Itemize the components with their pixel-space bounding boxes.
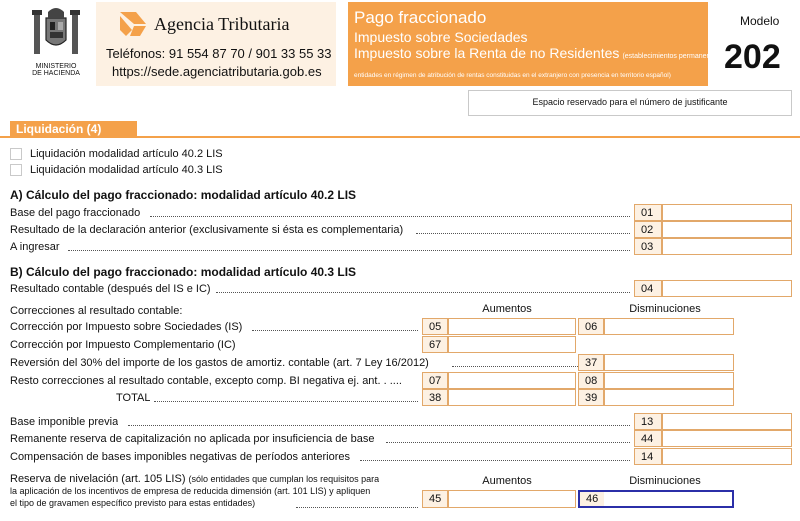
modelo-box: [716, 2, 798, 86]
row-05-leader: [252, 320, 418, 331]
box-05-number: 05: [422, 318, 448, 335]
aumentos-header: Aumentos: [482, 303, 532, 315]
part-b-title: B) Cálculo del pago fraccionado: modalidad artículo 40.3 LIS: [10, 265, 357, 279]
reserva-title: Reserva de nivelación (art. 105 LIS): [10, 473, 186, 485]
row-03-label: A ingresar: [10, 241, 60, 253]
agency-panel: [96, 2, 336, 86]
row-13-label: Base imponible previa: [10, 416, 119, 428]
reserva-note-3: el tipo de gravamen específico previsto para estas entidades): [10, 498, 256, 508]
box-08-input[interactable]: [604, 372, 734, 389]
total-leader: [154, 391, 418, 402]
box-06-input[interactable]: [604, 318, 734, 335]
row-07-label: Resto correcciones al resultado contable, excepto comp. BI negativa ej. ant. . ....: [10, 375, 402, 387]
form-subtitle-1: Impuesto sobre Sociedades: [354, 29, 528, 45]
total-label: TOTAL: [116, 392, 151, 404]
row-13-leader: [128, 415, 630, 426]
modelo-label: Modelo: [740, 14, 780, 28]
agency-phones: Teléfonos: 91 554 87 70 / 901 33 55 33: [106, 46, 332, 61]
section-rule: [0, 136, 800, 138]
coat-of-arms-icon: [20, 4, 92, 60]
box-06-number: 06: [578, 318, 604, 335]
section-tab: [10, 121, 137, 137]
reserva-note-1: (sólo entidades que cumplan los requisitos para: [188, 474, 380, 484]
box-02-input[interactable]: [662, 221, 792, 238]
ministry-line2: DE HACIENDA: [32, 70, 80, 77]
row-67-label: Corrección por Impuesto Complementario (IC): [10, 339, 236, 351]
box-04-number: 04: [634, 280, 662, 297]
disminuciones-header-2: Disminuciones: [629, 475, 701, 487]
agency-name: Agencia Tributaria: [154, 14, 290, 34]
row-02-label: Resultado de la declaración anterior (exclusivamente si ésta es complementaria): [10, 224, 404, 236]
form-subtitle-2: Impuesto sobre la Renta de no Residentes: [354, 45, 620, 61]
box-46-number: 46: [578, 490, 604, 508]
form-note-b: entidades en régimen de atribución de rentas constituidas en el extranjero con presencia en territorio español): [354, 72, 671, 79]
box-03-input[interactable]: [662, 238, 792, 255]
justificante-label: Espacio reservado para el número de justificante: [532, 97, 728, 107]
form-title-panel: [348, 2, 726, 86]
box-45-input[interactable]: [448, 490, 576, 508]
option-403-checkbox[interactable]: [10, 164, 22, 176]
row-04-leader: [216, 282, 630, 293]
option-402-label: Liquidación modalidad artículo 40.2 LIS: [30, 148, 223, 160]
box-07-number: 07: [422, 372, 448, 389]
box-04-input[interactable]: [662, 280, 792, 297]
box-03-number: 03: [634, 238, 662, 255]
ministry-logo: [20, 4, 92, 84]
row-05-label: Corrección por Impuesto sobre Sociedades (IS): [10, 321, 243, 333]
ministry-line1: MINISTERIO: [35, 63, 77, 70]
row-44-label: Remanente reserva de capitalización no aplicada por insuficiencia de base: [10, 433, 375, 445]
box-44-input[interactable]: [662, 430, 792, 447]
form-subtitle-2-row: [354, 45, 725, 61]
part-a-title: A) Cálculo del pago fraccionado: modalidad artículo 40.2 LIS: [10, 188, 357, 202]
agency-website[interactable]: https://sede.agenciatributaria.gob.es: [112, 64, 322, 79]
box-13-input[interactable]: [662, 413, 792, 430]
box-07-input[interactable]: [448, 372, 576, 389]
box-38-input[interactable]: [448, 389, 576, 406]
box-67-number: 67: [422, 336, 448, 353]
form-note-a: (establecimientos permanentes y: [622, 53, 726, 60]
row-37-label: Reversión del 30% del importe de los gastos de amortiz. contable (art. 7 Ley 16/2012): [10, 357, 429, 369]
reserva-leader: [296, 497, 418, 508]
box-37-input[interactable]: [604, 354, 734, 371]
box-39-number: 39: [578, 389, 604, 406]
disminuciones-header: Disminuciones: [629, 303, 701, 315]
box-14-number: 14: [634, 448, 662, 465]
box-01-input[interactable]: [662, 204, 792, 221]
box-67-input[interactable]: [448, 336, 576, 353]
row-37-leader: [452, 356, 578, 367]
row-14-label: Compensación de bases imponibles negativas de períodos anteriores: [10, 451, 350, 463]
box-14-input[interactable]: [662, 448, 792, 465]
box-46-input[interactable]: [604, 490, 734, 508]
modelo-number: 202: [724, 38, 781, 76]
box-39-input[interactable]: [604, 389, 734, 406]
row-44-leader: [386, 432, 630, 443]
box-13-number: 13: [634, 413, 662, 430]
row-03-leader: [68, 240, 630, 251]
justificante-box: [468, 90, 792, 116]
row-01-label: Base del pago fraccionado: [10, 207, 141, 219]
box-45-number: 45: [422, 490, 448, 508]
box-44-number: 44: [634, 430, 662, 447]
box-02-number: 02: [634, 221, 662, 238]
form-title: Pago fraccionado: [354, 8, 487, 27]
option-403-label: Liquidación modalidad artículo 40.3 LIS: [30, 164, 223, 176]
row-02-leader: [416, 223, 630, 234]
section-tab-label: Liquidación (4): [16, 122, 102, 136]
box-08-number: 08: [578, 372, 604, 389]
box-37-number: 37: [578, 354, 604, 371]
row-01-leader: [150, 206, 630, 217]
box-05-input[interactable]: [448, 318, 576, 335]
reserva-title-row: [10, 472, 379, 486]
box-38-number: 38: [422, 389, 448, 406]
correcciones-label: Correcciones al resultado contable:: [10, 305, 183, 317]
aumentos-header-2: Aumentos: [482, 475, 532, 487]
reserva-note-2: la aplicación de los incentivos de empresa de reducida dimensión (art. 101 LIS) y apliquen: [10, 486, 371, 496]
option-402-checkbox[interactable]: [10, 148, 22, 160]
row-04-label: Resultado contable (después del IS e IC): [10, 283, 211, 295]
row-14-leader: [360, 450, 630, 461]
agency-logo-icon: [118, 10, 148, 38]
box-01-number: 01: [634, 204, 662, 221]
